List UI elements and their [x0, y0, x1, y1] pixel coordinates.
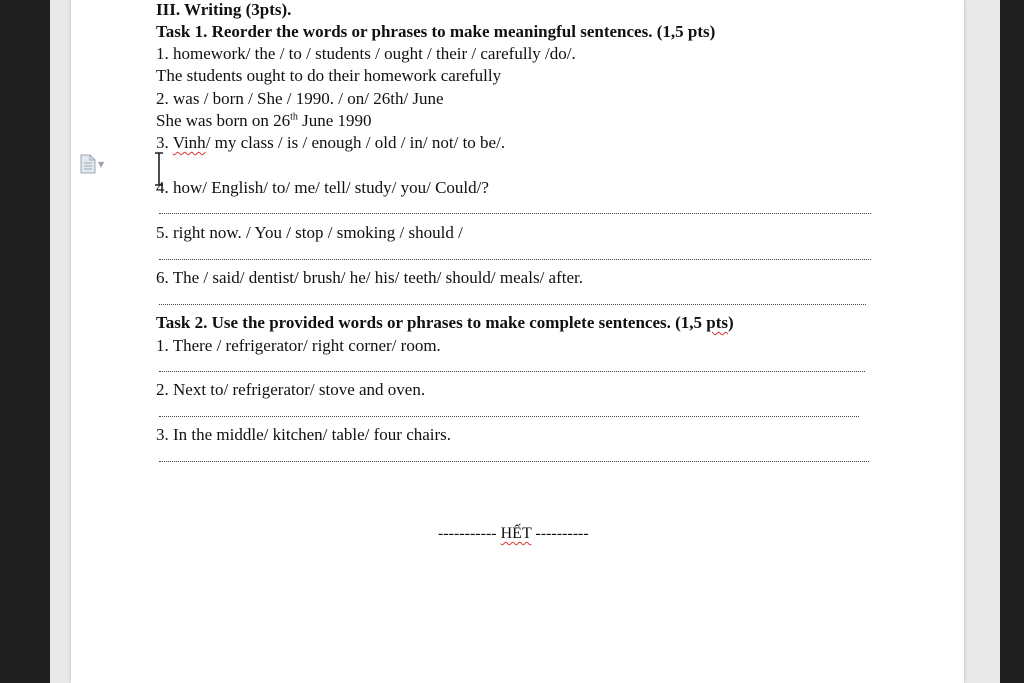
- answer-line[interactable]: [159, 371, 865, 372]
- task2-item-1-prompt: 1. There / refrigerator/ right corner/ room.: [156, 336, 441, 355]
- task2-title-main: Task 2. Use the provided words or phrases to make complete sentences. (1,5: [156, 313, 707, 332]
- chevron-down-icon: ▼: [98, 159, 105, 169]
- task1-item-2-prompt: 2. was / born / She / 1990. / on/ 26th/ June: [156, 89, 444, 108]
- answer-superscript: th: [290, 111, 298, 123]
- end-word[interactable]: HẾT: [500, 525, 532, 542]
- document-icon: [80, 154, 96, 174]
- task2-title-end: ): [728, 313, 734, 332]
- dashes-right: ----------: [531, 525, 589, 542]
- section-heading: III. Writing (3pts).: [156, 0, 292, 19]
- task2-item-2-prompt: 2. Next to/ refrigerator/ stove and oven.: [156, 380, 426, 399]
- task1-item-4-prompt: 4. how/ English/ to/ me/ tell/ study/ you/ Could/?: [156, 178, 489, 197]
- task1-item-1-answer[interactable]: The students ought to do their homework carefully: [156, 66, 502, 85]
- spellcheck-word[interactable]: Vinh: [172, 133, 206, 152]
- answer-part: She was born on 26: [156, 111, 291, 130]
- task1-item-2-answer[interactable]: [156, 111, 372, 131]
- task1-item-1-prompt: 1. homework/ the / to / students / ought / their / carefully /do/.: [156, 44, 576, 63]
- margin-document-menu[interactable]: [80, 154, 108, 174]
- answer-line[interactable]: [159, 259, 871, 260]
- task2-item-3-prompt: 3. In the middle/ kitchen/ table/ four chairs.: [156, 425, 452, 444]
- answer-line[interactable]: [159, 416, 859, 417]
- task1-title: Task 1. Reorder the words or phrases to make meaningful sentences. (1,5 pts): [156, 22, 716, 41]
- answer-line[interactable]: [159, 461, 869, 462]
- task1-item-5-prompt: 5. right now. / You / stop / smoking / should /: [156, 223, 463, 242]
- answer-line[interactable]: [159, 304, 866, 305]
- task2-title: [156, 313, 734, 333]
- item-number: 3.: [156, 133, 173, 152]
- end-marker: [438, 525, 589, 543]
- spellcheck-word[interactable]: pts: [706, 313, 729, 332]
- prompt-rest: / my class / is / enough / old / in/ not/ to be/.: [205, 133, 506, 152]
- task1-item-6-prompt: 6. The / said/ dentist/ brush/ he/ his/ teeth/ should/ meals/ after.: [156, 268, 583, 287]
- dashes-left: -----------: [438, 525, 501, 542]
- answer-part: June 1990: [297, 111, 372, 130]
- answer-line[interactable]: [159, 213, 871, 214]
- task1-item-3-prompt: [156, 133, 505, 153]
